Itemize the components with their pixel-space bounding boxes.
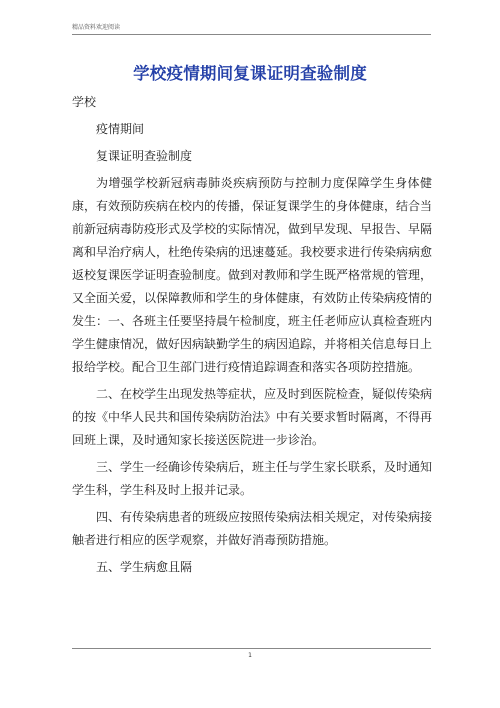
- paragraph-item-5: 五、学生病愈且隔: [96, 560, 193, 574]
- header-divider: [72, 34, 431, 35]
- page-number: 1: [248, 652, 252, 659]
- paragraph-intro: 为增强学校新冠病毒肺炎疾病预防与控制力度保障学生身体健康，有效预防疾病在校内的传播，保证复课学生的身体健康，结合当前新冠病毒防疫形式及学校的实际情况，做到早发现、早报告、早隔离和早治疗病人，杜绝传染病的迅速蔓延。我校要求进行传染病病愈返校复课医学证明查验制度。做到对教师和学生既严格常规的管理，又全面关爱，以保障教师和学生的身体健康，有效防止传染病疫情的发生：一、各班主任要坚持晨午检制度，班主任老师应认真检查班内学生健康情况，做好因病缺勤学生的病因追踪，并将相关信息每日上报给学校。配合卫生部门进行疫情追踪调查和落实各项防控措施。: [72, 176, 433, 374]
- paragraph-item-2: 二、在校学生出现发热等症状，应及时到医院检查，疑似传染病的按《中华人民共和国传染病防治法》中有关要求暂时隔离，不得再回班上课，及时通知家长接送医院进一步诊治。: [72, 387, 433, 447]
- footer-divider: [72, 648, 431, 649]
- line-school: 学校: [72, 95, 97, 109]
- document-title: 学校疫情期间复课证明查验制度: [133, 64, 367, 83]
- line-epidemic-period: 疫情期间: [96, 122, 145, 136]
- line-subtitle: 复课证明查验制度: [96, 149, 193, 163]
- page-header: 精品资料欢迎阅读: [72, 24, 121, 31]
- paragraph-item-4: 四、有传染病患者的班级应按照传染病法相关规定，对传染病接触者进行相应的医学观察，并做好消毒预防措施。: [72, 510, 433, 547]
- paragraph-item-3: 三、学生一经确诊传染病后，班主任与学生家长联系，及时通知学生科，学生科及时上报并记录。: [72, 460, 433, 497]
- document-body: [72, 91, 432, 579]
